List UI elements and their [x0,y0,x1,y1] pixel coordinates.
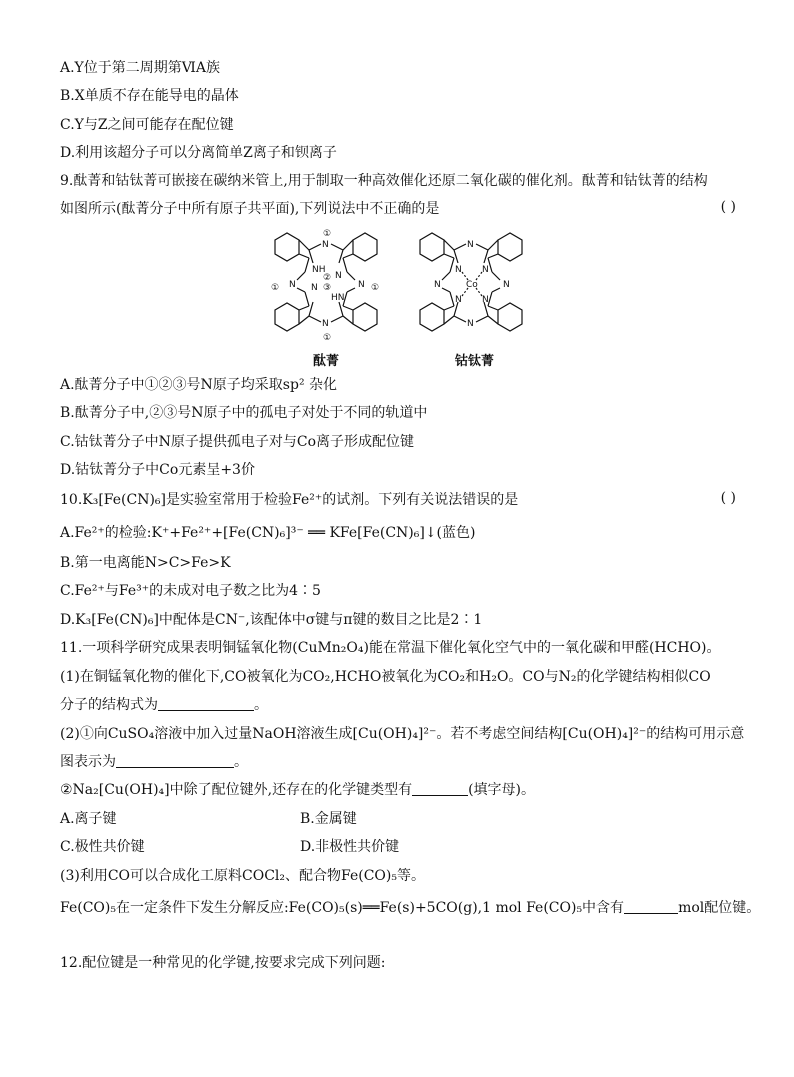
co-atom-n-top: N [467,240,474,250]
co-atom-n-inner-tr: N [482,265,489,275]
mark-2: ② [323,273,332,283]
q11-choice-b: B.金属键 [300,811,357,827]
co-atom-n-bottom: N [467,319,474,329]
q11-choice-d: D.非极性共价键 [300,839,400,855]
q10-option-c: C.Fe²⁺与Fe³⁺的未成对电子数之比为4∶5 [60,583,321,599]
mark-1-left: ① [271,283,280,293]
q11-stem: 11.一项科学研究成果表明铜锰氧化物(CuMn₂O₄)能在常温下催化氧化空气中的一氧化碳和甲醛(HCHO)。 [60,640,721,656]
mark-1-bottom: ① [323,333,332,343]
q11-part1-line1: (1)在铜锰氧化物的催化下,CO被氧化为CO₂,HCHO被氧化为CO₂和H₂O。CO与N₂的化学键结构相似CO [60,669,711,685]
co-structure-answer-blank[interactable] [158,696,254,711]
q11-part1-text: 分子的结构式为 [60,697,158,713]
q11-part2-text: 图表示为 [60,754,116,770]
mark-1-right: ① [371,283,380,293]
co-atom-n-inner-br: N [482,295,489,305]
q11-choice-c: C.极性共价键 [60,839,145,855]
q11-choices-row2 [60,837,754,857]
cobalt-phthalocyanine-caption: 钴钛菁 [455,354,495,369]
atom-n-top: N [322,240,329,250]
q9-stem-line2: 如图所示(酞菁分子中所有原子共平面),下列说法中不正确的是 [60,201,440,217]
q8-option-d: D.利用该超分子可以分离简单Z离子和钡离子 [60,145,337,161]
coordination-bond-count-blank[interactable] [624,899,678,914]
q10-stem: 10.K₃[Fe(CN)₆]是实验室常用于检验Fe²⁺的试剂。下列有关说法错误的是 [60,492,519,508]
co-atom-n-inner-bl: N [455,295,462,305]
q10-answer-paren: ( ) [720,490,736,506]
q11-part3-line2: Fe(CO)₅在一定条件下发生分解反应:Fe(CO)₅(s)══Fe(s)+5CO(g),1 mol Fe(CO)₅中含有 mol配位键。 [60,900,761,916]
q11-part3-line1: (3)利用CO可以合成化工原料COCl₂、配合物Fe(CO)₅等。 [60,868,425,884]
atom-hn: HN [331,293,345,303]
q11-part2b: ②Na₂[Cu(OH)₄]中除了配位键外,还存在的化学键类型有 (填字母)。 [60,782,536,798]
mark-3: ③ [323,283,332,293]
q10-option-a: A.Fe²⁺的检验:K⁺+Fe²⁺+[Fe(CN)₆]³⁻ ══ KFe[Fe(CN)₆]↓(蓝色) [60,525,476,541]
q11-part2-line1: (2)①向CuSO₄溶液中加入过量NaOH溶液生成[Cu(OH)₄]²⁻。若不考虑空间结构[Cu(OH)₄]²⁻的结构可用示意 [60,726,745,742]
q9-answer-paren: ( ) [720,199,736,215]
q11-part2-line2: 图表示为 。 [60,754,248,770]
phthalocyanine-structure [265,228,395,343]
co-atom-n-right: N [503,280,510,290]
q10-option-b: B.第一电离能N>C>Fe>K [60,555,231,571]
q9-option-c: C.钴钛菁分子中N原子提供孤电子对与Co离子形成配位键 [60,434,415,450]
atom-nh: NH [312,265,326,275]
q8-option-a: A.Y位于第二周期第ⅥA族 [60,60,220,76]
q8-option-c: C.Y与Z之间可能存在配位键 [60,117,234,133]
cu-complex-diagram-blank[interactable] [116,753,234,768]
q12-stem: 12.配位键是一种常见的化学键,按要求完成下列问题: [60,955,386,971]
atom-n-bottom: N [322,319,329,329]
co-atom: Co [466,280,478,290]
atom-n-inner-right: N [335,271,342,281]
co-atom-n-inner-tl: N [455,265,462,275]
atom-n-inner-left: N [311,283,318,293]
atom-n-right: N [358,280,365,290]
q9-option-b: B.酞菁分子中,②③号N原子中的孤电子对处于不同的轨道中 [60,405,428,421]
co-atom-n-left: N [434,280,441,290]
q11-part1-line2: 分子的结构式为 。 [60,697,268,713]
q9-option-a: A.酞菁分子中①②③号N原子均采取sp² 杂化 [60,377,338,393]
atom-n-left: N [289,280,296,290]
phthalocyanine-caption: 酞菁 [313,354,340,369]
q8-option-b: B.X单质不存在能导电的晶体 [60,88,239,104]
q10-option-d: D.K₃[Fe(CN)₆]中配体是CN⁻,该配体中σ键与π键的数目之比是2∶1 [60,612,483,628]
q11-choices-row1 [60,809,754,829]
bond-type-answer-blank[interactable] [412,781,468,796]
q9-option-d: D.钴钛菁分子中Co元素呈+3价 [60,462,255,478]
mark-1-top: ① [323,229,332,239]
q11-choice-a: A.离子键 [60,811,117,827]
cobalt-phthalocyanine-structure [410,228,540,343]
q9-stem-line1: 9.酞菁和钴钛菁可嵌接在碳纳米管上,用于制取一种高效催化还原二氧化碳的催化剂。酞菁和钴钛菁的结构 [60,173,708,189]
